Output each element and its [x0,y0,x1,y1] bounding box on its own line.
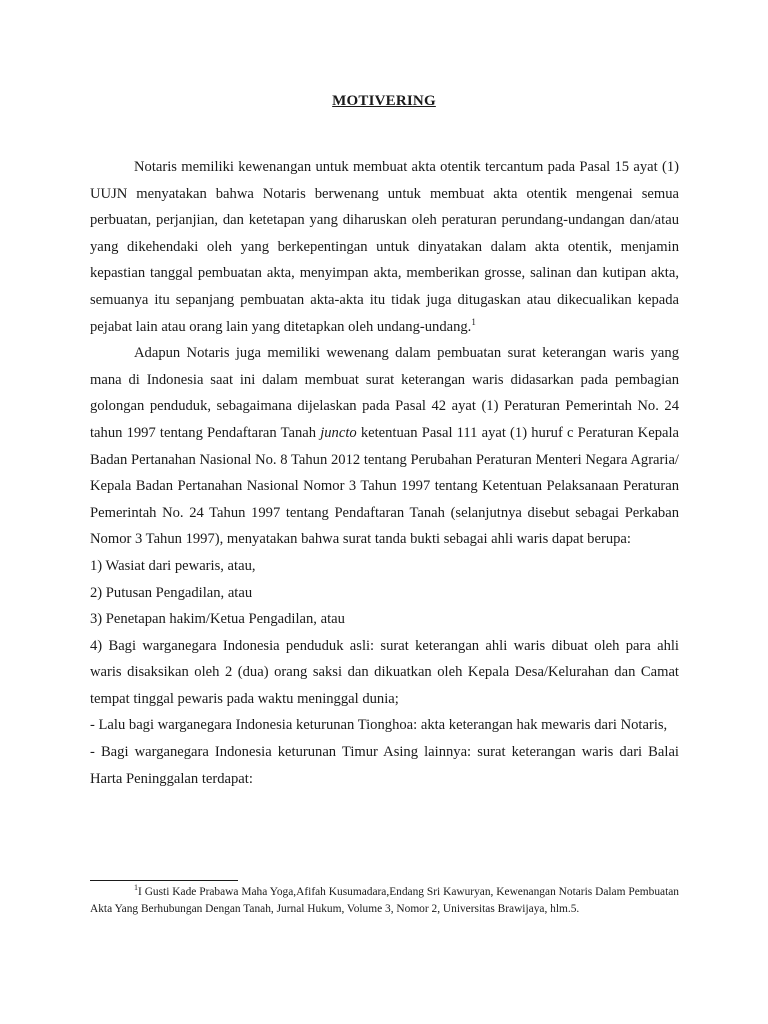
footnote [90,884,679,918]
footnote-divider [90,880,238,881]
list-item-4: 4) Bagi warganegara Indonesia penduduk asli: surat keterangan ahli waris dibuat oleh para ahli waris disaksikan oleh 2 (dua) orang saksi dan dikuatkan oleh Kepala Desa/Kelurahan dan Camat tempat tinggal pewaris pada waktu meninggal dunia; [90,637,679,707]
list-item-6: - Bagi warganegara Indonesia keturunan Timur Asing lainnya: surat keterangan waris dari Balai Harta Peninggalan terdapat: [90,744,679,787]
paragraph-2 [90,340,679,553]
list-item-1: 1) Wasiat dari pewaris, atau, [90,557,256,574]
paragraph-1-text: Notaris memiliki kewenangan untuk membuat akta otentik tercantum pada Pasal 15 ayat (1) UUJN menyatakan bahwa Notaris berwenang untuk membuat akta otentik mengenai semua perbuatan, perjanjian, dan ketetapan yang diharuskan oleh peraturan perundang-undangan dan/atau yang dikehendaki oleh yang berkepentingan untuk dinyatakan dalam akta otentik, menjamin kepastian tanggal pembuatan akta, menyimpan akta, memberikan grosse, salinan dan kutipan akta, semuanya itu sepanjang pembuatan akta-akta itu tidak juga ditugaskan atau dikecualikan kepada pejabat lain atau orang lain yang ditetapkan oleh undang-undang. [90,159,679,335]
paragraph-2-text-start: Adapun Notaris juga memiliki wewenang dalam pembuatan surat keterangan waris yang mana di Indonesia saat ini dalam membuat surat keterangan waris didasarkan pada pembagian golongan penduduk, sebagaimana dijelaskan pada Pasal 42 ayat (1) Peraturan Pemerintah No. 24 tahun 1997 tentang Pendaftaran Tanah [90,345,679,441]
paragraph-2-italic-term: juncto [320,424,357,441]
page-title: MOTIVERING [332,93,436,109]
list-item-3: 3) Penetapan hakim/Ketua Pengadilan, atau [90,611,345,628]
footnote-number: 1 [134,883,138,893]
footnote-text: I Gusti Kade Prabawa Maha Yoga,Afifah Kusumadara,Endang Sri Kawuryan, Kewenangan Notaris Dalam Pembuatan Akta Yang Berhubungan Dengan Tanah, Jurnal Hukum, Volume 3, Nomor 2, Universitas Brawijaya, hlm.5. [90,886,679,915]
paragraph-2-text-end: ketentuan Pasal 111 ayat (1) huruf c Peraturan Kepala Badan Pertanahan Nasional No. 8 Tahun 2012 tentang Perubahan Peraturan Menteri Negara Agraria/ Kepala Badan Pertanahan Nasional Nomor 3 Tahun 1997 tentang Ketentuan Pelaksanaan Peraturan Pemerintah No. 24 Tahun 1997 tentang Pendaftaran Tanah (selanjutnya disebut sebagai Perkaban Nomor 3 Tahun 1997), menyatakan bahwa surat tanda bukti sebagai ahli waris dapat berupa: [90,424,679,548]
body-text [90,154,679,792]
list-item-2: 2) Putusan Pengadilan, atau [90,584,253,601]
paragraph-1 [90,154,679,340]
footnote-reference: 1 [471,316,476,327]
list-item-5: - Lalu bagi warganegara Indonesia keturunan Tionghoa: akta keterangan hak mewaris dari Notaris, [90,717,668,734]
